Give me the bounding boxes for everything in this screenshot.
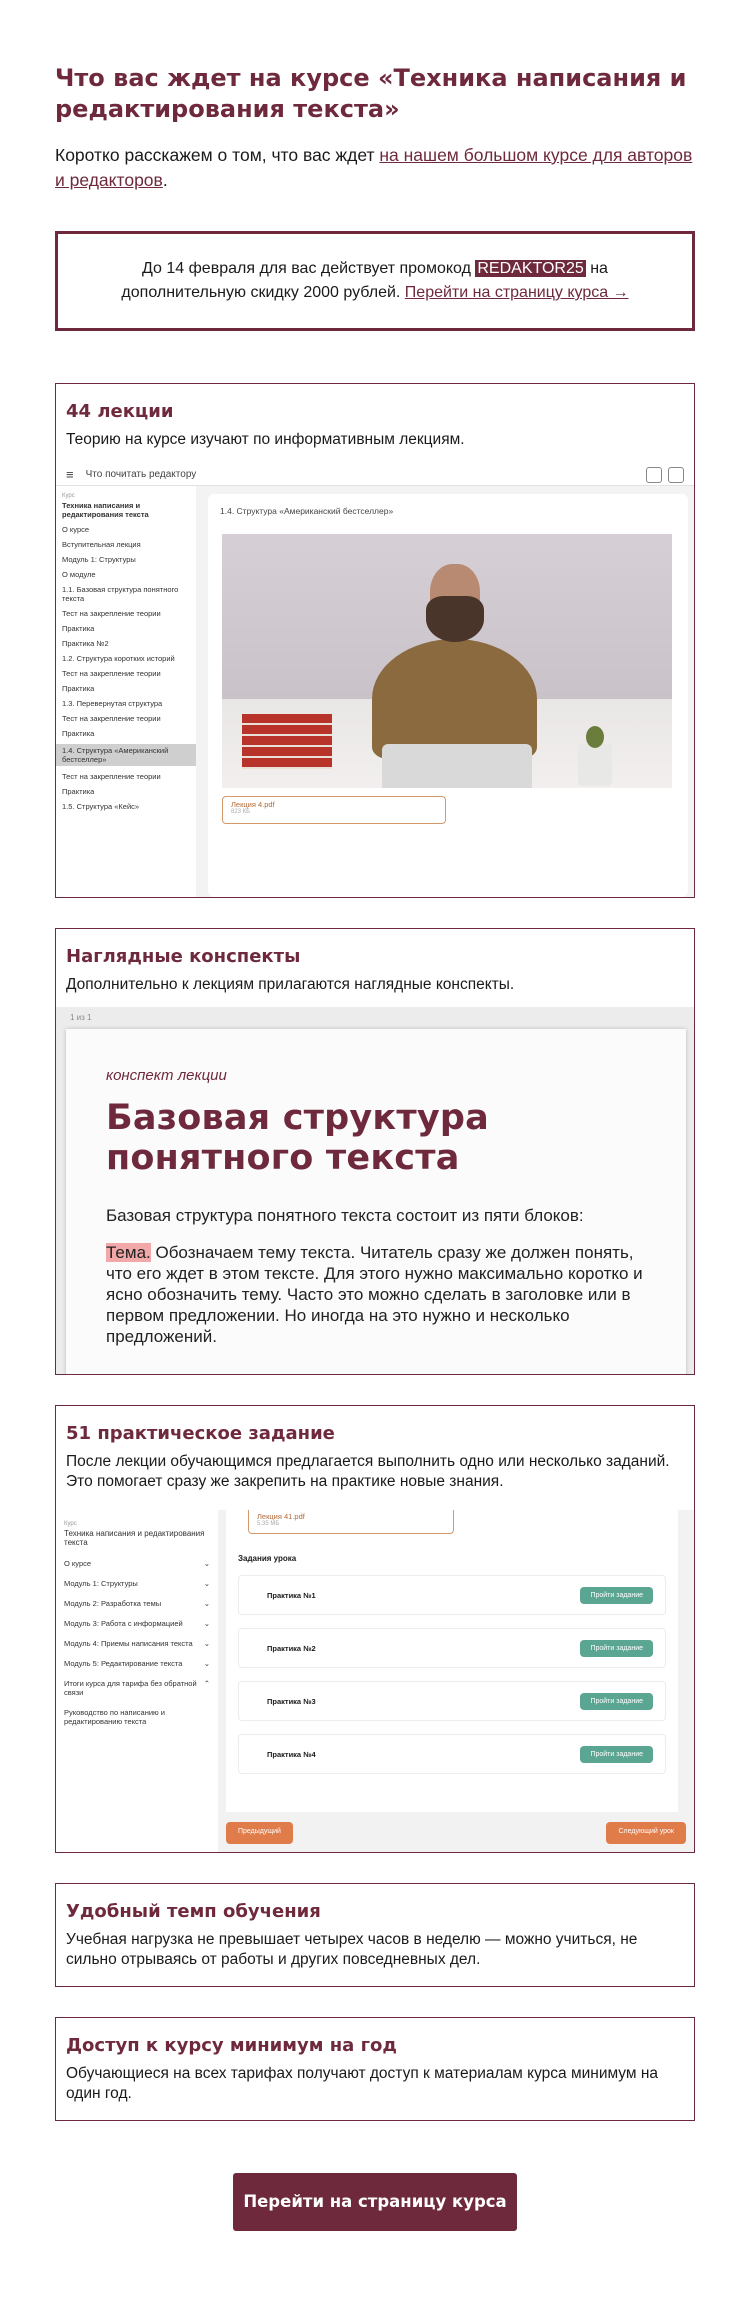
notes-screenshot (56, 1007, 694, 1374)
mock-sheet-heading: Базовая структура понятного текста (106, 1098, 489, 1178)
mock-side-item: Модуль 1: Структуры (62, 555, 136, 564)
mock-lesson-nav (226, 1822, 686, 1844)
promo-box (55, 231, 695, 331)
chevron-down-icon: ⌄ (203, 1559, 210, 1568)
mock-module: О курсе ⌄ (64, 1559, 210, 1568)
course-page-button[interactable]: Перейти на страницу курса (233, 2173, 517, 2231)
practice-screenshot (56, 1510, 694, 1852)
mock-highlight: Тема. (106, 1243, 151, 1262)
card-title: Наглядные конспекты (66, 946, 301, 967)
mock-file-name: Лекция 4.pdf (231, 800, 275, 809)
mock-side-item: Вступительная лекция (62, 540, 141, 549)
promo-link[interactable]: Перейти на страницу курса → (404, 284, 629, 301)
mock-task-button: Пройти задание (580, 1693, 653, 1710)
mock-sidebar (56, 1510, 218, 1852)
card-lectures (55, 383, 695, 898)
mock-file-name: Лекция 41.pdf (257, 1512, 305, 1521)
books-shape (242, 714, 332, 769)
card-text: После лекции обучающимся предлагается выполнить одно или несколько заданий. Это помогает сразу же закрепить на практике новые знания. (66, 1453, 670, 1490)
chevron-down-icon: ⌄ (203, 1659, 210, 1668)
mock-task-button: Пройти задание (580, 1746, 653, 1763)
promo-text (78, 257, 672, 305)
card-notes (55, 928, 695, 1375)
flag-icon (646, 467, 662, 483)
mock-sheet-paragraph (106, 1242, 646, 1347)
mock-side-item: Тест на закрепление теории (62, 609, 161, 618)
mock-sheet-label: конспект лекции (106, 1067, 227, 1084)
card-text: Обучающиеся на всех тарифах получают доступ к материалам курса минимум на один год. (66, 2065, 659, 2102)
mock-file (222, 796, 446, 824)
mock-module: Модуль 4: Приемы написания текста ⌄ (64, 1639, 210, 1648)
intro-prefix: Коротко расскажем о том, что вас ждет (55, 145, 380, 165)
mock-course-caption: Курс (64, 1521, 77, 1527)
mock-task-row: Практика №4 Пройти задание (238, 1734, 666, 1774)
mock-course-caption: Курс (62, 493, 75, 499)
mock-sidebar (56, 486, 196, 897)
card-access (55, 2017, 695, 2121)
card-title: 51 практическое задание (66, 1423, 335, 1444)
mock-topbar-title: Что почитать редактору (85, 469, 197, 480)
mock-side-item: Практика (62, 787, 95, 796)
chevron-down-icon: ⌄ (203, 1639, 210, 1648)
mock-sheet-paragraph: Базовая структура понятного текста состоит из пяти блоков: (106, 1206, 584, 1225)
mock-side-item: Практика (62, 624, 95, 633)
card-text: Дополнительно к лекциям прилагаются наглядные конспекты. (66, 976, 515, 993)
mock-task-button: Пройти задание (580, 1587, 653, 1604)
mock-side-item: Практика №2 (62, 639, 109, 648)
mock-page-counter: 1 из 1 (70, 1013, 92, 1022)
mock-side-item: О модуле (62, 570, 96, 579)
person-beard-shape (426, 596, 484, 642)
mock-file (248, 1510, 454, 1534)
card-text: Учебная нагрузка не превышает четырех часов в неделю — можно учиться, не сильно отрываясь от работы и других повседневных дел. (66, 1931, 638, 1968)
mock-course-name: Техника написания и редактирования текста (62, 501, 149, 519)
mock-side-item: Тест на закрепление теории (62, 669, 161, 678)
menu-icon: ≡ (66, 467, 74, 482)
mock-sheet (66, 1029, 686, 1375)
user-icon (668, 467, 684, 483)
mock-paragraph-rest: Обозначаем тему текста. Читатель сразу же должен понять, что его ждет в этом тексте. Для этого нужно максимально коротко и ясно обозначить тему. Часто это можно сделать в заголовке или в первом предложении. Но иногда на это нужно и несколько предложений. (106, 1243, 643, 1346)
mock-module: Итоги курса для тарифа без обратной связи ⌃ (64, 1679, 210, 1697)
mock-module: Руководство по написанию и редактированию текста (64, 1708, 165, 1726)
laptop-shape (382, 744, 532, 788)
mock-lesson-panel (226, 1510, 678, 1812)
mock-topbar (56, 464, 694, 486)
card-practice (55, 1405, 695, 1853)
mock-side-item: Тест на закрепление теории (62, 714, 161, 723)
mock-lesson-panel (208, 494, 688, 897)
mock-lesson-title: 1.4. Структура «Американский бестселлер» (220, 506, 394, 516)
mock-side-item: О курсе (62, 525, 90, 534)
mock-side-item: 1.2. Структура коротких историй (62, 654, 175, 663)
card-title: Удобный темп обучения (66, 1901, 321, 1922)
mock-next-button: Следующий урок (606, 1822, 686, 1844)
card-pace (55, 1883, 695, 1987)
lectures-screenshot (56, 464, 694, 897)
promo-code: REDAKTOR25 (477, 260, 584, 277)
promo-middle: на дополнительную скидку 2000 рублей. (121, 260, 608, 301)
mock-task-button: Пройти задание (580, 1640, 653, 1657)
mock-task-row: Практика №2 Пройти задание (238, 1628, 666, 1668)
intro-suffix: . (162, 170, 168, 190)
person-body-shape (372, 639, 537, 759)
intro-text (55, 143, 695, 193)
mock-module: Модуль 3: Работа с информацией ⌄ (64, 1619, 210, 1628)
mock-side-item: Практика (62, 684, 95, 693)
mock-tasks-title: Задания урока (238, 1554, 297, 1563)
promo-prefix: До 14 февраля для вас действует промокод (142, 260, 476, 277)
mock-module: Модуль 5: Редактирование текста ⌄ (64, 1659, 210, 1668)
mock-module: Модуль 1: Структуры ⌄ (64, 1579, 210, 1588)
cta-section (55, 2173, 695, 2281)
card-title: Доступ к курсу минимум на год (66, 2035, 397, 2056)
course-link[interactable]: на нашем большом курсе для авторов и редакторов (55, 145, 693, 190)
mock-side-item-selected: 1.4. Структура «Американский бестселлер» (56, 744, 196, 766)
mock-side-item: 1.5. Структура «Кейс» (62, 802, 140, 811)
chevron-down-icon: ⌄ (203, 1619, 210, 1628)
chevron-down-icon: ⌄ (203, 1599, 210, 1608)
mock-task-row: Практика №3 Пройти задание (238, 1681, 666, 1721)
chevron-up-icon: ⌃ (203, 1679, 210, 1688)
mock-task-row: Практика №1 Пройти задание (238, 1575, 666, 1615)
mock-prev-button: Предыдущий (226, 1822, 293, 1844)
mock-side-item: Тест на закрепление теории (62, 772, 161, 781)
mock-file-size: 823 КБ (231, 809, 251, 815)
mock-course-name: Техника написания и редактирования текста (64, 1529, 205, 1547)
mock-side-item: 1.1. Базовая структура понятного текста (62, 585, 179, 603)
mock-file-size: 5.35 МБ (257, 1521, 280, 1527)
mock-side-item: Практика (62, 729, 95, 738)
mock-module: Модуль 2: Разработка темы ⌄ (64, 1599, 210, 1608)
chevron-down-icon: ⌄ (203, 1579, 210, 1588)
lecture-video-image (222, 534, 672, 788)
card-text: Теорию на курсе изучают по информативным лекциям. (66, 431, 465, 448)
mock-side-item: 1.3. Перевернутая структура (62, 699, 163, 708)
page-title: Что вас ждет на курсе «Техника написания и редактирования текста» (55, 64, 687, 123)
card-title: 44 лекции (66, 401, 174, 422)
plant-shape (578, 744, 612, 786)
